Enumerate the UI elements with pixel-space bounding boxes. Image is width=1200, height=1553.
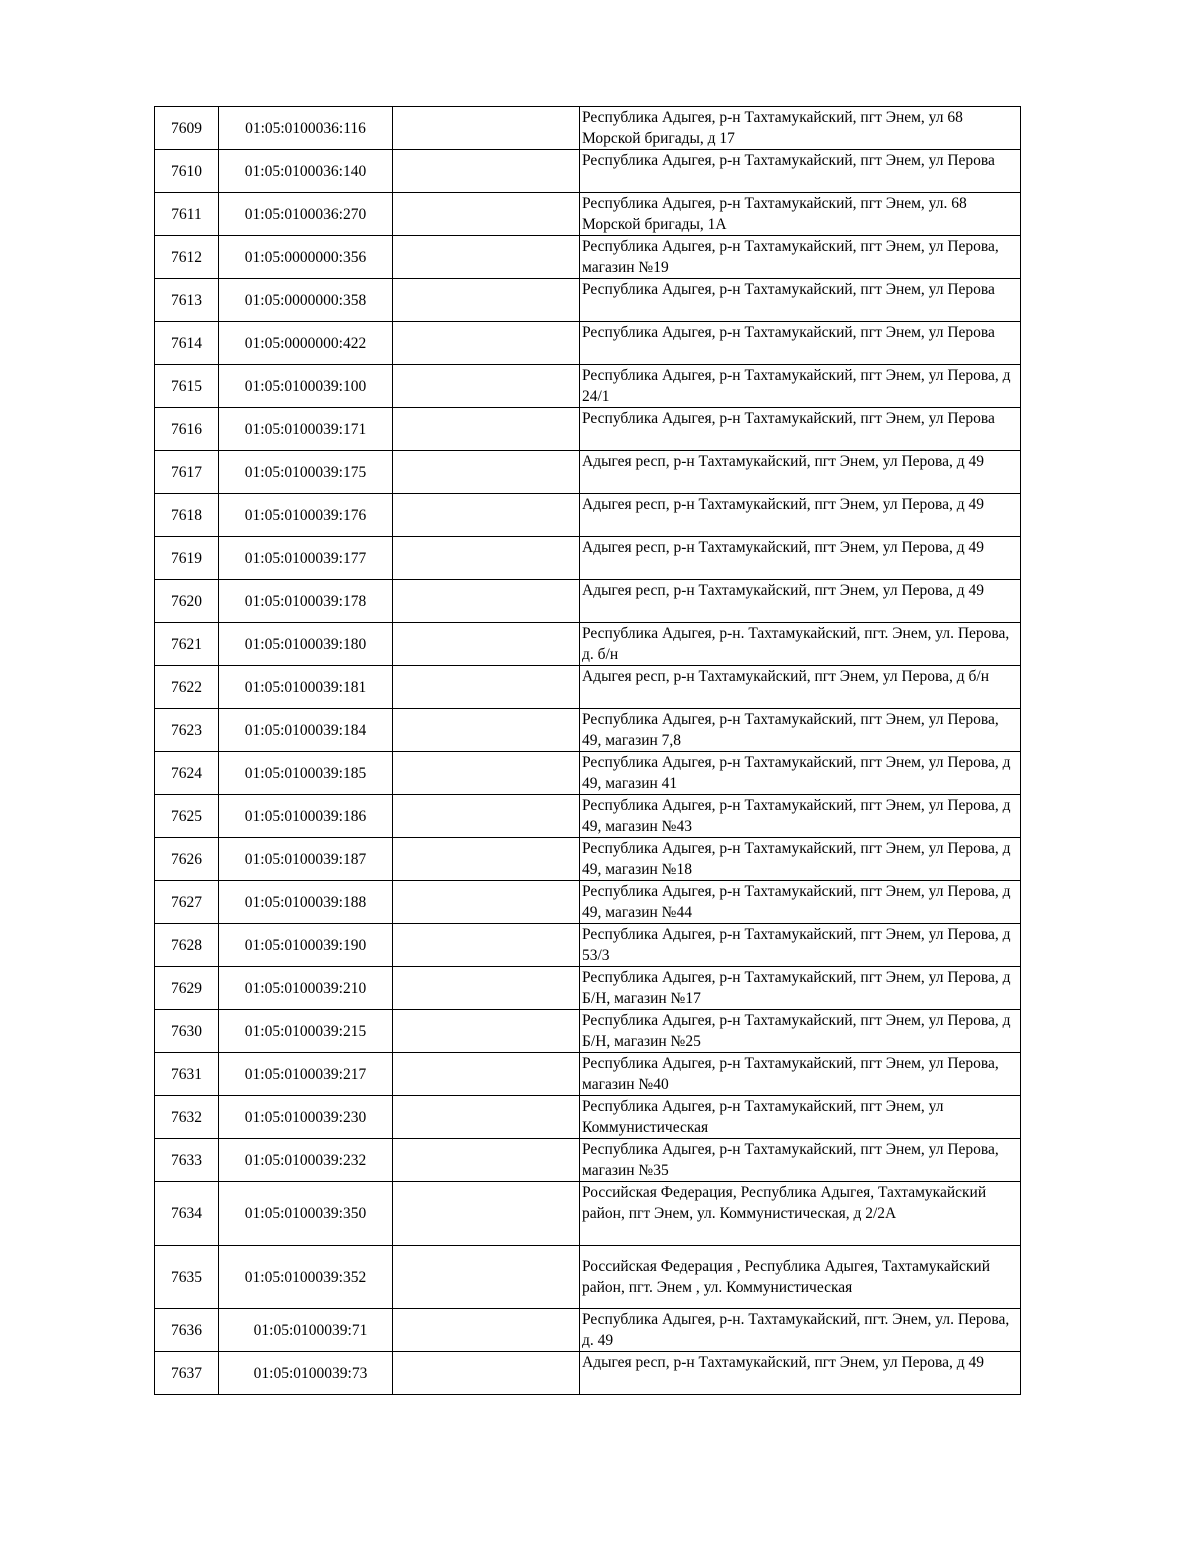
cadastral-number: 01:05:0100039:171 (219, 408, 393, 451)
empty-cell (393, 967, 580, 1010)
empty-cell (393, 1246, 580, 1309)
cadastral-number-text: 01:05:0100039:73 (253, 1364, 368, 1382)
table-row (155, 795, 1021, 838)
row-number: 7613 (155, 279, 219, 322)
row-number: 7637 (155, 1352, 219, 1395)
address-cell: Адыгея респ, р-н Тахтамукайский, пгт Энем, ул Перова, д 49 (580, 1352, 1021, 1395)
row-number: 7609 (155, 107, 219, 150)
address-cell: Адыгея респ, р-н Тахтамукайский, пгт Энем, ул Перова, д 49 (580, 537, 1021, 580)
address-cell: Адыгея респ, р-н Тахтамукайский, пгт Энем, ул Перова, д 49 (580, 494, 1021, 537)
empty-cell (393, 236, 580, 279)
row-number: 7612 (155, 236, 219, 279)
empty-cell (393, 1309, 580, 1352)
empty-cell (393, 279, 580, 322)
address-cell: Российская Федерация , Республика Адыгея, Тахтамукайский район, пгт. Энем , ул. Коммунистическая (580, 1246, 1021, 1309)
table-row (155, 236, 1021, 279)
cadastral-number: 01:05:0100039:178 (219, 580, 393, 623)
table-row (155, 322, 1021, 365)
table-row (155, 623, 1021, 666)
cadastral-number (219, 1352, 393, 1395)
cadastral-number: 01:05:0000000:356 (219, 236, 393, 279)
empty-cell (393, 1352, 580, 1395)
address-cell: Республика Адыгея, р-н. Тахтамукайский, пгт. Энем, ул. Перова, д. б/н (580, 623, 1021, 666)
table-row (155, 1010, 1021, 1053)
empty-cell (393, 494, 580, 537)
table-row (155, 408, 1021, 451)
empty-cell (393, 1053, 580, 1096)
empty-cell (393, 838, 580, 881)
empty-cell (393, 580, 580, 623)
row-number: 7625 (155, 795, 219, 838)
cadastral-number: 01:05:0100039:184 (219, 709, 393, 752)
address-cell: Республика Адыгея, р-н Тахтамукайский, пгт Энем, ул Перова, д 49, магазин 41 (580, 752, 1021, 795)
table-row (155, 881, 1021, 924)
row-number: 7636 (155, 1309, 219, 1352)
address-cell: Республика Адыгея, р-н Тахтамукайский, пгт Энем, ул Перова, магазин №40 (580, 1053, 1021, 1096)
row-number: 7622 (155, 666, 219, 709)
row-number: 7632 (155, 1096, 219, 1139)
row-number: 7633 (155, 1139, 219, 1182)
address-cell: Республика Адыгея, р-н Тахтамукайский, пгт Энем, ул Перова, магазин №35 (580, 1139, 1021, 1182)
table-row (155, 709, 1021, 752)
cadastral-number: 01:05:0100039:176 (219, 494, 393, 537)
row-number: 7618 (155, 494, 219, 537)
address-cell: Республика Адыгея, р-н Тахтамукайский, пгт Энем, ул Перова, д 53/3 (580, 924, 1021, 967)
empty-cell (393, 365, 580, 408)
cadastral-number: 01:05:0100039:350 (219, 1182, 393, 1246)
empty-cell (393, 1010, 580, 1053)
cadastral-number: 01:05:0000000:358 (219, 279, 393, 322)
cadastral-number: 01:05:0100039:185 (219, 752, 393, 795)
table-row (155, 1139, 1021, 1182)
empty-cell (393, 795, 580, 838)
empty-cell (393, 150, 580, 193)
table-row (155, 1309, 1021, 1352)
address-cell: Республика Адыгея, р-н Тахтамукайский, пгт Энем, ул Перова, д Б/Н, магазин №17 (580, 967, 1021, 1010)
address-cell: Республика Адыгея, р-н Тахтамукайский, пгт Энем, ул Перова (580, 408, 1021, 451)
cadastral-number: 01:05:0100039:181 (219, 666, 393, 709)
row-number: 7627 (155, 881, 219, 924)
table-row (155, 838, 1021, 881)
address-cell: Республика Адыгея, р-н Тахтамукайский, пгт Энем, ул. 68 Морской бригады, 1А (580, 193, 1021, 236)
empty-cell (393, 881, 580, 924)
cadastral-number (219, 1309, 393, 1352)
row-number: 7610 (155, 150, 219, 193)
table-row (155, 107, 1021, 150)
empty-cell (393, 1096, 580, 1139)
property-table (154, 106, 1021, 1395)
table-row (155, 1352, 1021, 1395)
empty-cell (393, 1182, 580, 1246)
empty-cell (393, 623, 580, 666)
empty-cell (393, 1139, 580, 1182)
address-cell: Республика Адыгея, р-н Тахтамукайский, пгт Энем, ул Коммунистическая (580, 1096, 1021, 1139)
row-number: 7626 (155, 838, 219, 881)
cadastral-number: 01:05:0100039:210 (219, 967, 393, 1010)
cadastral-number: 01:05:0100039:187 (219, 838, 393, 881)
empty-cell (393, 322, 580, 365)
address-cell: Республика Адыгея, р-н Тахтамукайский, пгт Энем, ул Перова, магазин №19 (580, 236, 1021, 279)
address-cell: Республика Адыгея, р-н Тахтамукайский, пгт Энем, ул 68 Морской бригады, д 17 (580, 107, 1021, 150)
cadastral-number: 01:05:0100039:190 (219, 924, 393, 967)
row-number: 7620 (155, 580, 219, 623)
row-number: 7621 (155, 623, 219, 666)
address-cell: Республика Адыгея, р-н Тахтамукайский, пгт Энем, ул Перова (580, 322, 1021, 365)
cadastral-number: 01:05:0100039:232 (219, 1139, 393, 1182)
table-row (155, 537, 1021, 580)
table-row (155, 1246, 1021, 1309)
cadastral-number: 01:05:0100039:352 (219, 1246, 393, 1309)
cadastral-number: 01:05:0100039:186 (219, 795, 393, 838)
table-row (155, 666, 1021, 709)
row-number: 7634 (155, 1182, 219, 1246)
cadastral-number: 01:05:0000000:422 (219, 322, 393, 365)
address-cell: Республика Адыгея, р-н Тахтамукайский, пгт Энем, ул Перова, д Б/Н, магазин №25 (580, 1010, 1021, 1053)
cadastral-number: 01:05:0100039:217 (219, 1053, 393, 1096)
table-row (155, 1096, 1021, 1139)
empty-cell (393, 709, 580, 752)
table-row (155, 967, 1021, 1010)
address-cell: Республика Адыгея, р-н Тахтамукайский, пгт Энем, ул Перова (580, 279, 1021, 322)
cadastral-number: 01:05:0100036:116 (219, 107, 393, 150)
address-cell: Республика Адыгея, р-н Тахтамукайский, пгт Энем, ул Перова, д 49, магазин №43 (580, 795, 1021, 838)
table-row (155, 279, 1021, 322)
row-number: 7631 (155, 1053, 219, 1096)
empty-cell (393, 666, 580, 709)
address-cell: Российская Федерация, Республика Адыгея, Тахтамукайский район, пгт Энем, ул. Коммунистическая, д 2/2А (580, 1182, 1021, 1246)
table-row (155, 193, 1021, 236)
table-row (155, 580, 1021, 623)
row-number: 7617 (155, 451, 219, 494)
row-number: 7629 (155, 967, 219, 1010)
cadastral-number: 01:05:0100039:230 (219, 1096, 393, 1139)
empty-cell (393, 107, 580, 150)
cadastral-number: 01:05:0100039:100 (219, 365, 393, 408)
row-number: 7616 (155, 408, 219, 451)
cadastral-number: 01:05:0100039:188 (219, 881, 393, 924)
address-cell: Адыгея респ, р-н Тахтамукайский, пгт Энем, ул Перова, д 49 (580, 580, 1021, 623)
cadastral-number: 01:05:0100039:177 (219, 537, 393, 580)
empty-cell (393, 451, 580, 494)
table-row (155, 924, 1021, 967)
address-cell: Адыгея респ, р-н Тахтамукайский, пгт Энем, ул Перова, д 49 (580, 451, 1021, 494)
row-number: 7615 (155, 365, 219, 408)
row-number: 7630 (155, 1010, 219, 1053)
cadastral-number: 01:05:0100039:180 (219, 623, 393, 666)
empty-cell (393, 537, 580, 580)
table-row (155, 365, 1021, 408)
row-number: 7624 (155, 752, 219, 795)
empty-cell (393, 752, 580, 795)
empty-cell (393, 193, 580, 236)
address-cell: Республика Адыгея, р-н Тахтамукайский, пгт Энем, ул Перова, д 49, магазин №44 (580, 881, 1021, 924)
table-row (155, 752, 1021, 795)
row-number: 7619 (155, 537, 219, 580)
cadastral-number: 01:05:0100036:140 (219, 150, 393, 193)
cadastral-number-text: 01:05:0100039:71 (253, 1321, 368, 1339)
cadastral-number: 01:05:0100039:215 (219, 1010, 393, 1053)
address-cell: Республика Адыгея, р-н Тахтамукайский, пгт Энем, ул Перова, д 49, магазин №18 (580, 838, 1021, 881)
address-cell: Республика Адыгея, р-н Тахтамукайский, пгт Энем, ул Перова, 49, магазин 7,8 (580, 709, 1021, 752)
address-cell: Республика Адыгея, р-н. Тахтамукайский, пгт. Энем, ул. Перова, д. 49 (580, 1309, 1021, 1352)
empty-cell (393, 924, 580, 967)
row-number: 7635 (155, 1246, 219, 1309)
empty-cell (393, 408, 580, 451)
table-row (155, 1053, 1021, 1096)
table-body (155, 107, 1021, 1395)
row-number: 7623 (155, 709, 219, 752)
table-row (155, 451, 1021, 494)
address-cell: Республика Адыгея, р-н Тахтамукайский, пгт Энем, ул Перова, д 24/1 (580, 365, 1021, 408)
table-row (155, 1182, 1021, 1246)
row-number: 7628 (155, 924, 219, 967)
row-number: 7614 (155, 322, 219, 365)
address-cell: Республика Адыгея, р-н Тахтамукайский, пгт Энем, ул Перова (580, 150, 1021, 193)
row-number: 7611 (155, 193, 219, 236)
table-row (155, 150, 1021, 193)
address-cell: Адыгея респ, р-н Тахтамукайский, пгт Энем, ул Перова, д б/н (580, 666, 1021, 709)
table-row (155, 494, 1021, 537)
cadastral-number: 01:05:0100039:175 (219, 451, 393, 494)
cadastral-number: 01:05:0100036:270 (219, 193, 393, 236)
